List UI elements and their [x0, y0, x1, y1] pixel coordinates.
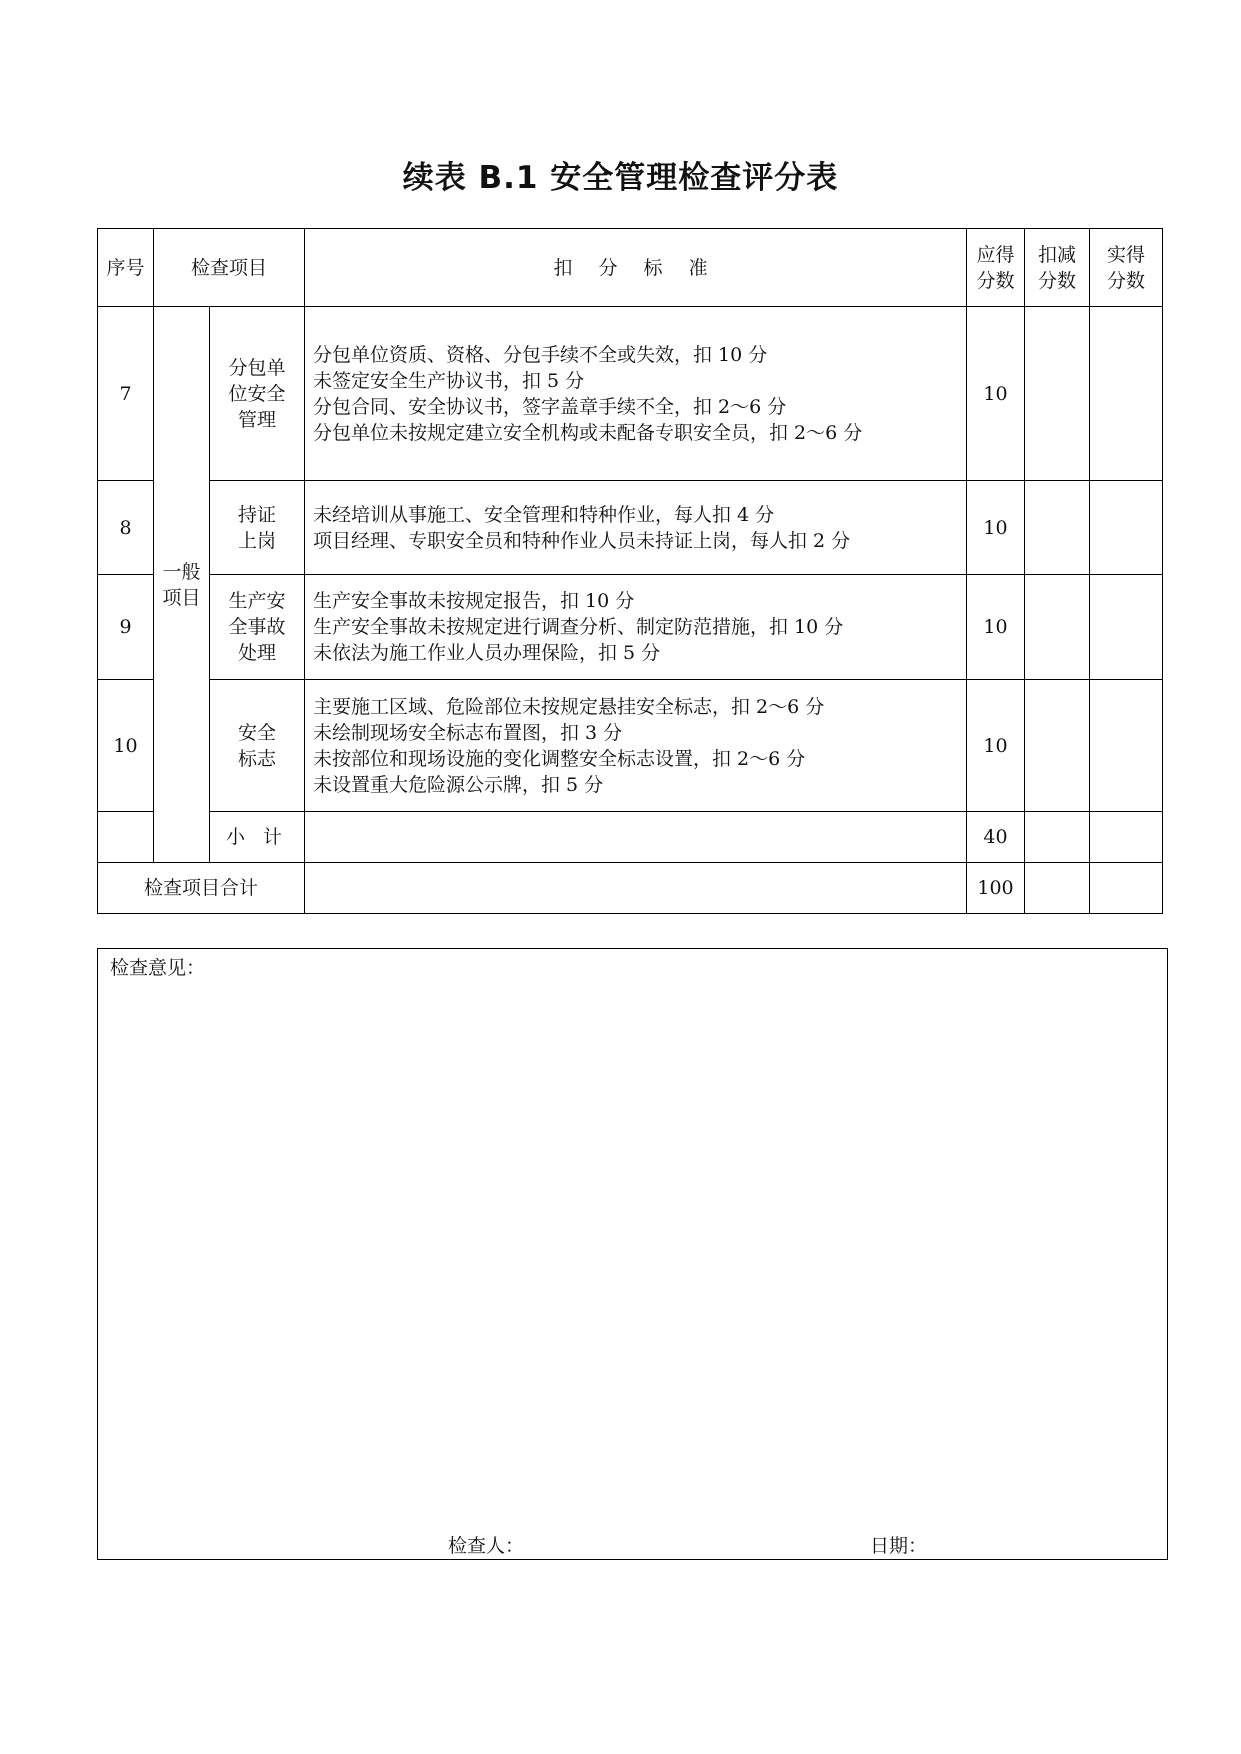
subtotal-row [98, 812, 1163, 863]
row-seq: 8 [98, 481, 154, 575]
row-deduct[interactable] [1025, 680, 1090, 812]
row-criteria: 主要施工区域、危险部位未按规定悬挂安全标志，扣 2～6 分 未绘制现场安全标志布置图，扣 3 分 未按部位和现场设施的变化调整安全标志设置，扣 2～6 分 未设置重大危险源公示牌，扣 5 分 [305, 680, 967, 812]
row-due: 10 [967, 481, 1025, 575]
header-actual-cell [1090, 229, 1163, 307]
total-row [98, 863, 1163, 914]
subtotal-seq [98, 812, 154, 863]
opinion-box[interactable] [97, 948, 1168, 1560]
row-item-cell [210, 575, 305, 680]
total-actual[interactable] [1090, 863, 1163, 914]
score-table [97, 228, 1163, 914]
category-cell [154, 307, 210, 863]
row-item-cell [210, 307, 305, 481]
row-actual[interactable] [1090, 307, 1163, 481]
row-item-cell [210, 680, 305, 812]
row-seq: 7 [98, 307, 154, 481]
header-item: 检查项目 [154, 229, 305, 307]
row-due: 10 [967, 575, 1025, 680]
opinion-label: 检查意见： [110, 957, 206, 979]
row-item: 持证 上岗 [238, 503, 277, 552]
row-deduct[interactable] [1025, 481, 1090, 575]
row-deduct[interactable] [1025, 307, 1090, 481]
row-criteria: 分包单位资质、资格、分包手续不全或失效，扣 10 分 未签定安全生产协议书，扣 5 分 分包合同、安全协议书，签字盖章手续不全，扣 2～6 分 分包单位未按规定建立安全机构或未配备专职安全员，扣 2～6 分 [305, 307, 967, 481]
row-item-cell [210, 481, 305, 575]
inspector-label: 检查人： [448, 1535, 525, 1557]
header-due: 应得 分数 [976, 243, 1015, 292]
row-due: 10 [967, 680, 1025, 812]
row-item: 安全 标志 [238, 721, 277, 770]
row-seq: 10 [98, 680, 154, 812]
page-title: 续表 B.1 安全管理检查评分表 [402, 160, 839, 196]
row-actual[interactable] [1090, 481, 1163, 575]
subtotal-criteria [305, 812, 967, 863]
total-due: 100 [967, 863, 1025, 914]
table-row [98, 575, 1163, 680]
row-criteria: 生产安全事故未按规定报告，扣 10 分 生产安全事故未按规定进行调查分析、制定防范措施，扣 10 分 未依法为施工作业人员办理保险，扣 5 分 [305, 575, 967, 680]
total-deduct[interactable] [1025, 863, 1090, 914]
subtotal-due: 40 [967, 812, 1025, 863]
row-deduct[interactable] [1025, 575, 1090, 680]
header-criteria: 扣 分 标 准 [305, 229, 967, 307]
header-seq: 序号 [98, 229, 154, 307]
table-row [98, 680, 1163, 812]
row-item: 分包单 位安全 管理 [228, 356, 286, 431]
subtotal-label: 小计 [210, 812, 305, 863]
subtotal-actual[interactable] [1090, 812, 1163, 863]
total-label: 检查项目合计 [98, 863, 305, 914]
header-deduct-cell [1025, 229, 1090, 307]
row-due: 10 [967, 307, 1025, 481]
header-due-cell [967, 229, 1025, 307]
row-seq: 9 [98, 575, 154, 680]
header-deduct: 扣减 分数 [1038, 243, 1077, 292]
row-actual[interactable] [1090, 575, 1163, 680]
category-label: 一般 项目 [162, 560, 201, 609]
subtotal-deduct[interactable] [1025, 812, 1090, 863]
total-criteria [305, 863, 967, 914]
table-row [98, 481, 1163, 575]
date-label: 日期： [870, 1535, 928, 1557]
table-row [98, 307, 1163, 481]
row-criteria: 未经培训从事施工、安全管理和特种作业，每人扣 4 分 项目经理、专职安全员和特种作业人员未持证上岗，每人扣 2 分 [305, 481, 967, 575]
row-actual[interactable] [1090, 680, 1163, 812]
header-row [98, 229, 1163, 307]
header-actual: 实得 分数 [1107, 243, 1146, 292]
row-item: 生产安 全事故 处理 [228, 590, 286, 664]
